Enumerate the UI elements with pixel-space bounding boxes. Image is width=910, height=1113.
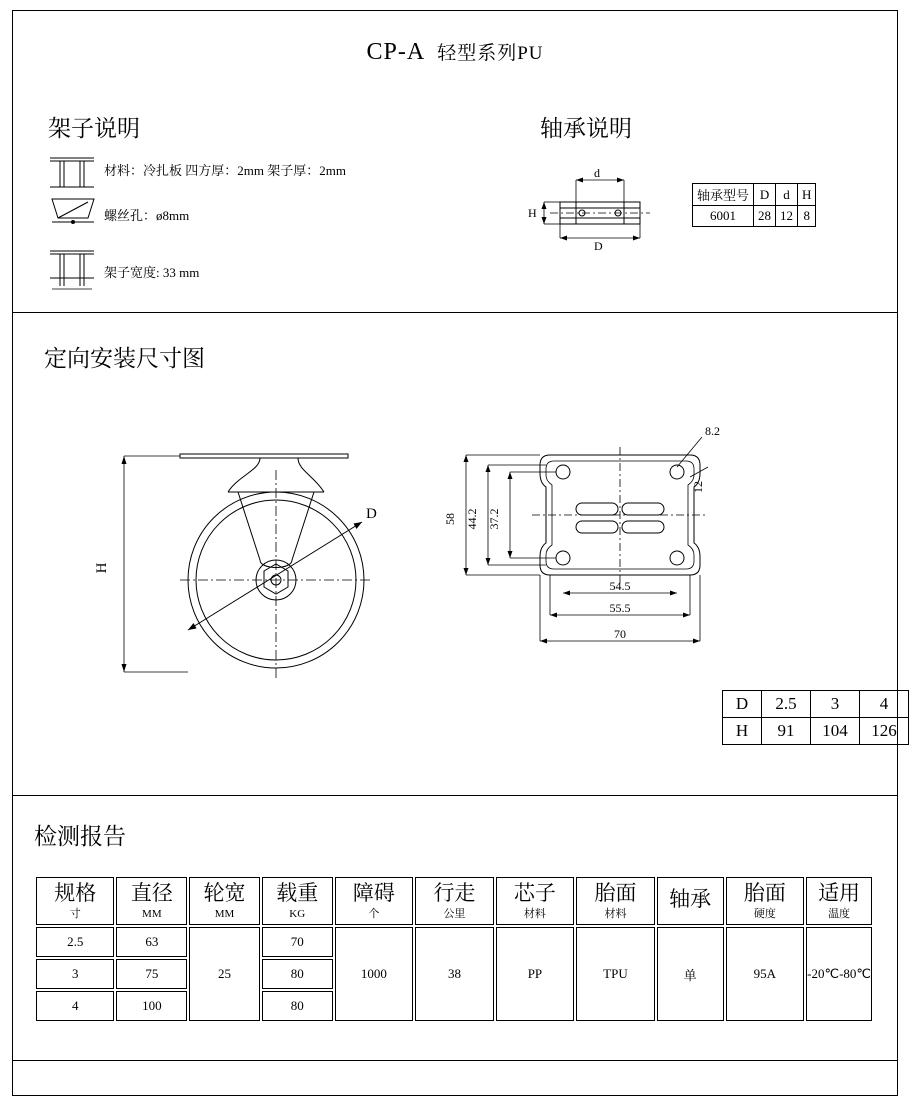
- report-load-0: 70: [262, 927, 333, 957]
- section-heading-bearing: 轴承说明: [540, 116, 632, 141]
- plate-dim-37: 37.2: [487, 508, 501, 530]
- bearing-dim-d: d: [594, 166, 600, 180]
- report-diameter-1: 75: [116, 959, 187, 989]
- dh-h-1: 104: [811, 718, 860, 745]
- report-header-obstacle: [335, 877, 414, 925]
- report-load-1: 80: [262, 959, 333, 989]
- report-core: PP: [496, 927, 574, 1021]
- header-unit: 材料: [604, 907, 627, 920]
- bearing-th-1: D: [754, 184, 776, 206]
- bearing-dim-H: H: [528, 206, 537, 220]
- report-spec-2: 4: [36, 991, 114, 1021]
- report-tread: TPU: [576, 927, 655, 1021]
- report-temperature: -20℃-80℃: [806, 927, 872, 1021]
- report-header-tread-material: [576, 877, 655, 925]
- header-name: 障碍: [352, 881, 395, 906]
- frame-note-material: 材料：冷扎板 四方厚：2mm 架子厚：2mm: [104, 163, 346, 178]
- frame-icon-width: [48, 248, 98, 292]
- header-unit: MM: [214, 907, 235, 920]
- side-view-dim-D: D: [366, 506, 377, 522]
- bearing-cell-model: 6001: [693, 206, 754, 227]
- header-unit: KG: [289, 907, 306, 920]
- header-unit: 公里: [443, 907, 466, 920]
- plate-dim-70: 70: [614, 627, 626, 641]
- bearing-th-2: d: [776, 184, 798, 206]
- divider-line-1: [12, 312, 898, 313]
- plate-dim-58: 58: [443, 513, 457, 525]
- report-diameter-0: 63: [116, 927, 187, 957]
- report-header-load: [262, 877, 333, 925]
- page-title: [0, 38, 910, 66]
- title-code: CP-A: [366, 39, 426, 65]
- header-name: 芯子: [513, 881, 556, 906]
- frame-icon-plate: [48, 155, 98, 189]
- table-row-d: [723, 691, 909, 718]
- table-row-h: [723, 718, 909, 745]
- section-heading-report: 检测报告: [34, 824, 126, 849]
- report-hardness: 95A: [726, 927, 805, 1021]
- dh-label-D: D: [723, 691, 762, 718]
- report-header-diameter: [116, 877, 187, 925]
- dh-d-0: 2.5: [762, 691, 811, 718]
- divider-line-2: [12, 795, 898, 796]
- header-unit: 个: [368, 907, 380, 920]
- header-name: 行走: [433, 881, 476, 906]
- table-row-header: [36, 877, 872, 925]
- header-unit: 寸: [69, 907, 81, 920]
- section-heading-frame: 架子说明: [48, 116, 140, 141]
- report-header-bearing: [657, 877, 724, 925]
- bearing-spec-table: [692, 183, 816, 227]
- dh-h-2: 126: [860, 718, 909, 745]
- header-name: 轴承: [669, 887, 712, 912]
- plate-dim-hole: 8.2: [705, 424, 720, 438]
- report-header-spec: [36, 877, 114, 925]
- plate-dim-slot: 12: [691, 481, 705, 493]
- bearing-cell-H: 8: [798, 206, 816, 227]
- header-name: 直径: [130, 881, 173, 906]
- bearing-dim-D: D: [594, 239, 603, 253]
- report-spec-0: 2.5: [36, 927, 114, 957]
- dh-d-2: 4: [860, 691, 909, 718]
- bearing-th-3: H: [798, 184, 816, 206]
- divider-line-3: [12, 1060, 898, 1061]
- header-name: 规格: [54, 881, 97, 906]
- header-name: 载重: [276, 881, 319, 906]
- bearing-cell-D: 28: [754, 206, 776, 227]
- bearing-cross-section-drawing: [520, 166, 670, 253]
- report-spec-1: 3: [36, 959, 114, 989]
- test-report-table: [34, 875, 874, 1023]
- report-header-width: [189, 877, 260, 925]
- plate-dim-44: 44.2: [465, 508, 479, 530]
- side-view-dim-H: H: [94, 562, 110, 574]
- caster-side-view-drawing: [94, 430, 440, 680]
- bearing-cell-d: 12: [776, 206, 798, 227]
- report-header-temperature: [806, 877, 872, 925]
- report-width: 25: [189, 927, 260, 1021]
- table-row-header: [693, 184, 816, 206]
- frame-note-width: 架子宽度: 33 mm: [104, 265, 200, 280]
- bearing-th-0: 轴承型号: [693, 184, 754, 206]
- report-header-core: [496, 877, 574, 925]
- report-obstacle: 1000: [335, 927, 414, 1021]
- plate-dim-55: 55.5: [609, 601, 631, 615]
- report-travel: 38: [415, 927, 493, 1021]
- section-heading-mount: 定向安装尺寸图: [44, 346, 205, 371]
- header-name: 胎面: [594, 881, 637, 906]
- dh-h-0: 91: [762, 718, 811, 745]
- title-series: 轻型系列PU: [437, 43, 544, 64]
- report-header-travel: [415, 877, 493, 925]
- report-bearing: 单: [657, 927, 724, 1021]
- header-unit: 硬度: [753, 907, 776, 920]
- table-row: [693, 206, 816, 227]
- header-unit: MM: [142, 907, 162, 920]
- header-name: 胎面: [743, 881, 786, 906]
- frame-note-screwhole: 螺丝孔：ø8mm: [104, 208, 190, 223]
- report-header-hardness: [726, 877, 805, 925]
- report-load-2: 80: [262, 991, 333, 1021]
- header-name: 适用: [818, 881, 861, 906]
- header-unit: 温度: [828, 907, 851, 920]
- report-diameter-2: 100: [116, 991, 187, 1021]
- header-name: 轮宽: [203, 881, 246, 906]
- dh-d-1: 3: [811, 691, 860, 718]
- header-unit: 材料: [523, 907, 546, 920]
- dh-label-H: H: [723, 718, 762, 745]
- plate-dim-54: 54.5: [609, 579, 631, 593]
- frame-icon-screwhole: [48, 196, 98, 226]
- mounting-plate-top-view-drawing: [443, 424, 850, 675]
- table-row: [36, 927, 872, 957]
- diameter-height-table: [722, 690, 909, 745]
